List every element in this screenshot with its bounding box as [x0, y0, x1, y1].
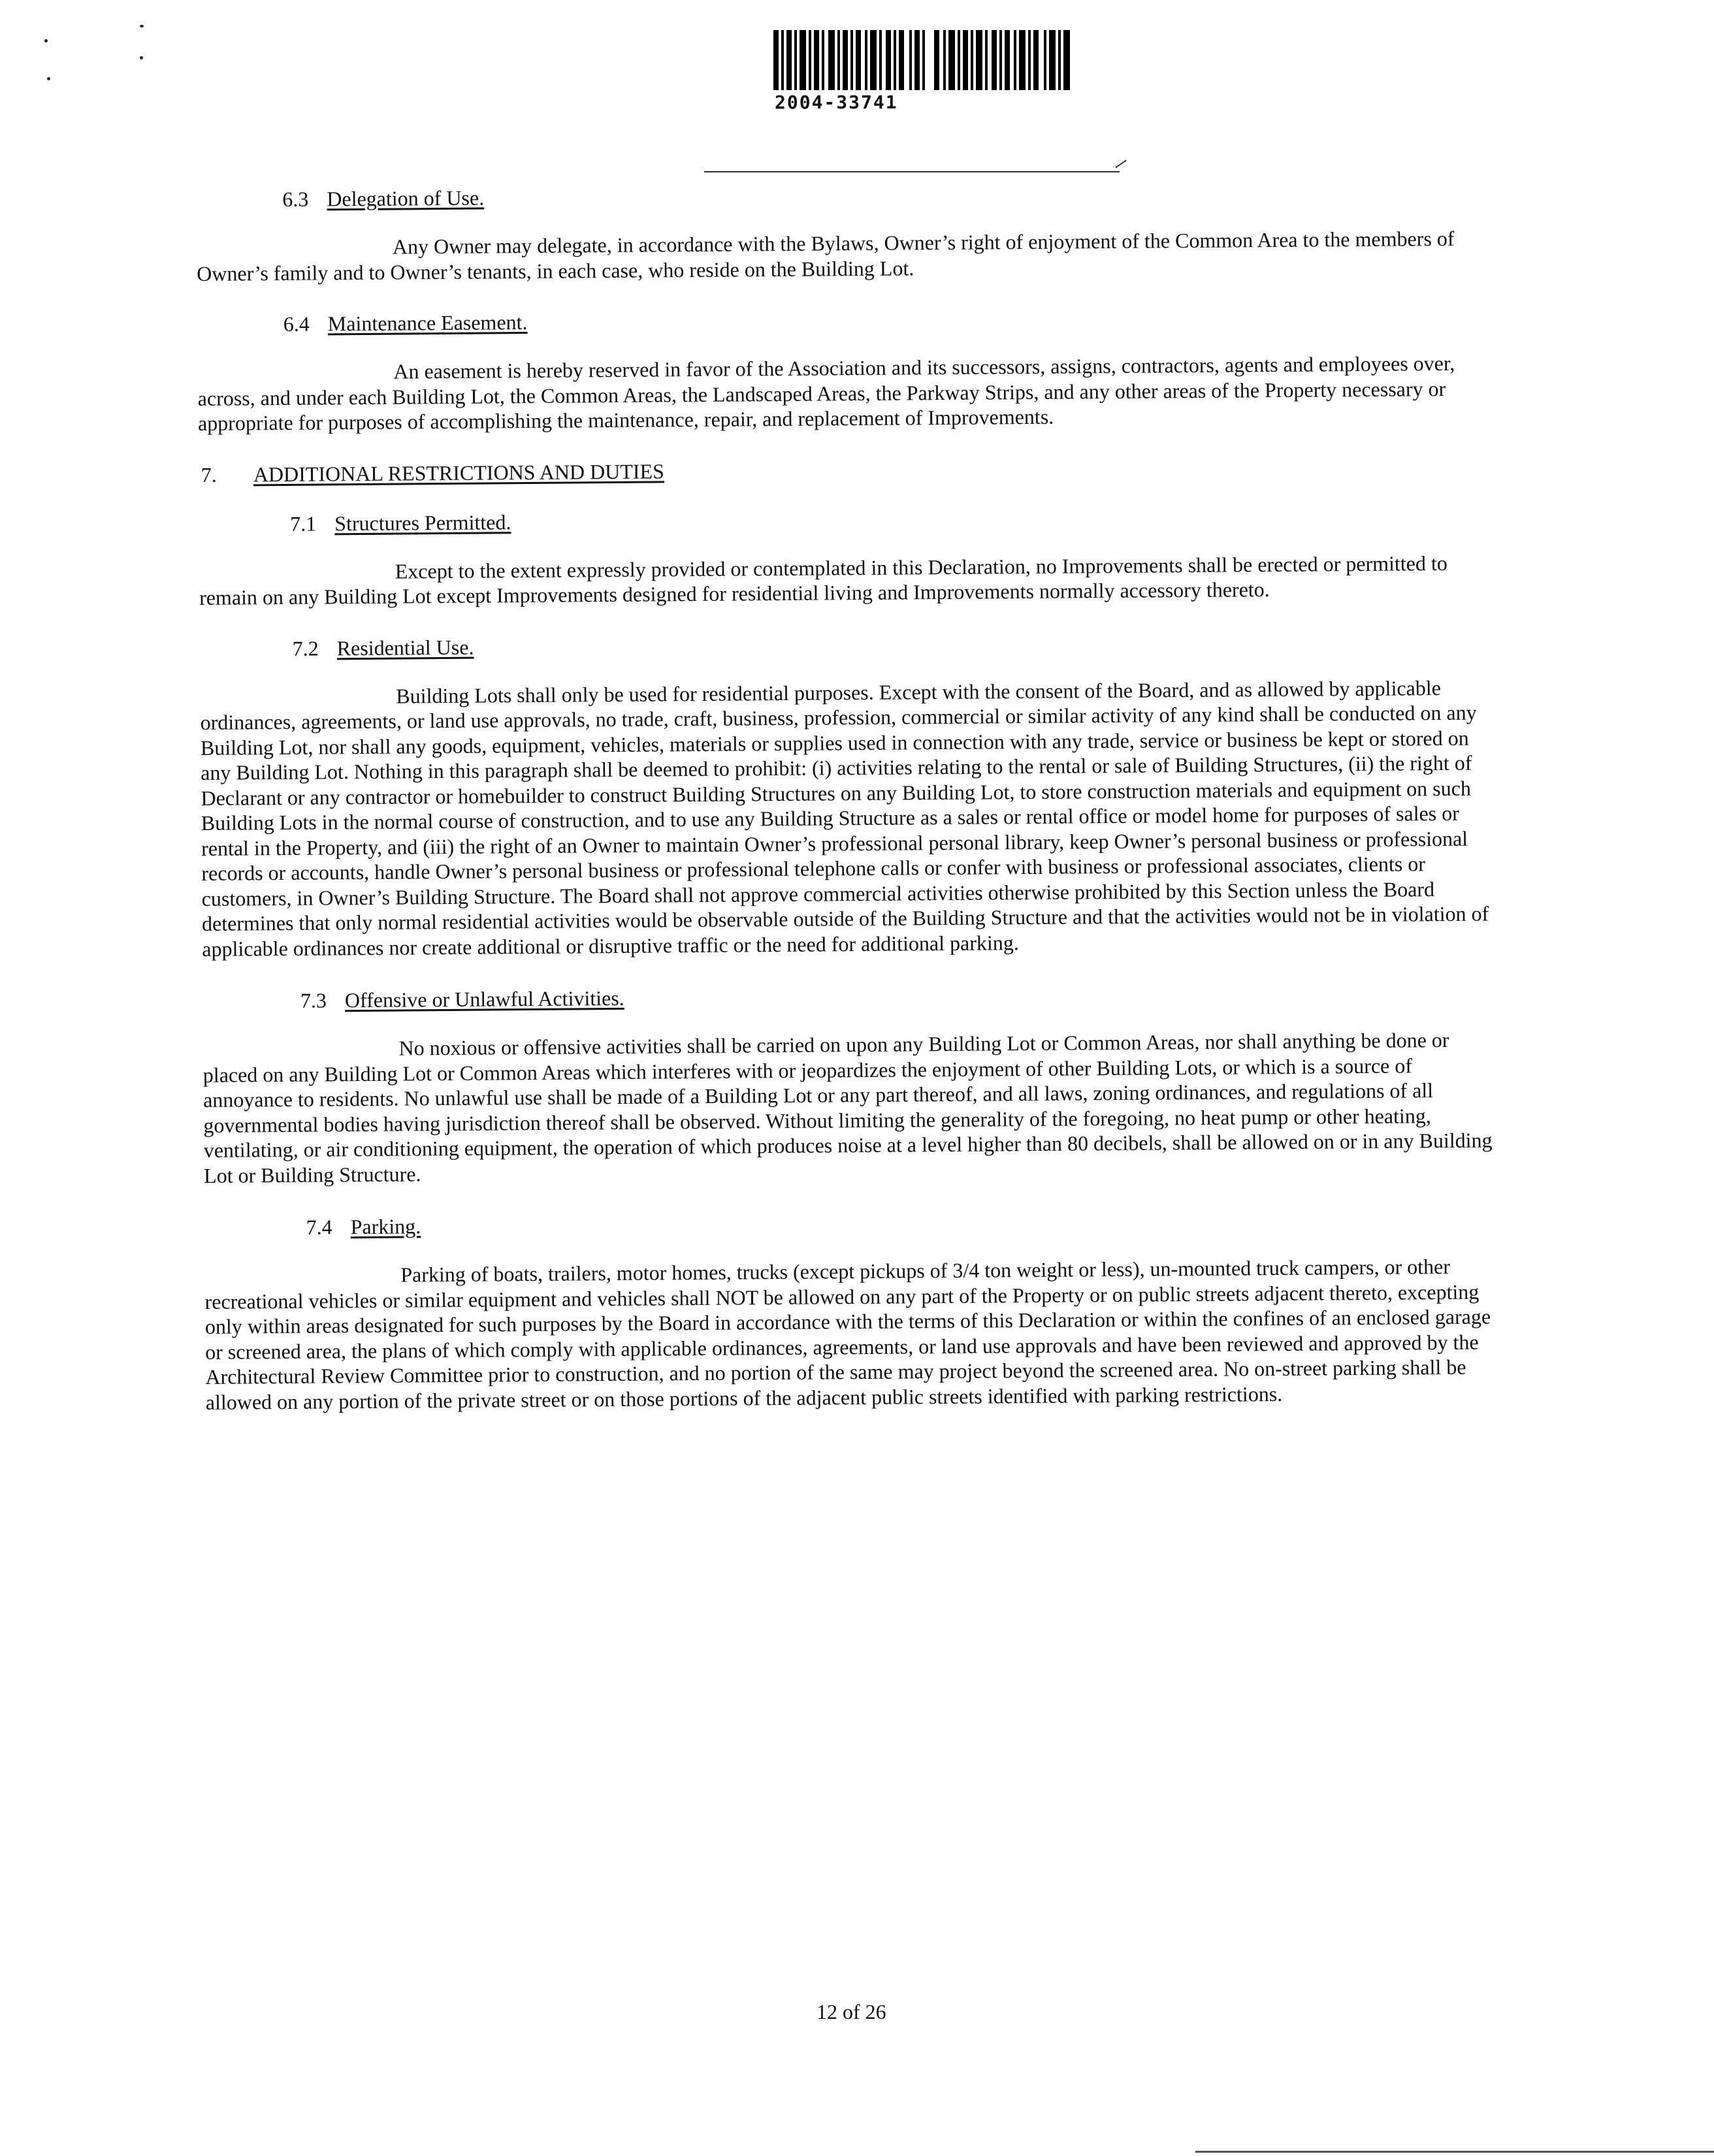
section-body-6-3: [197, 225, 1497, 286]
section-title: Parking.: [350, 1214, 421, 1239]
section-number: 6.4: [283, 312, 310, 336]
section-heading-7-4: [306, 1205, 1504, 1239]
section-text: An easement is hereby reserved in favor of the Association and its successors, assigns, contractors, agents and employees over, across, and under each Building Lot, the Common Areas, the Landscaped Areas, the Parkway Strips, and any other areas of the Property necessary or appropriate for purposes of accomplishing the maintenance, repair, and replacement of Improvements.: [197, 351, 1455, 435]
barcode-icon: [773, 30, 1071, 90]
section-heading-7-3: [300, 978, 1502, 1012]
section-title: Delegation of Use.: [327, 185, 485, 211]
scan-speck: [140, 56, 143, 59]
section-text: Any Owner may delegate, in accordance with the Bylaws, Owner’s right of enjoyment of the Common Area to the members of Owner’s family and to Owner’s tenants, in each case, who reside on the Building Lot.: [197, 226, 1455, 285]
section-text: Parking of boats, trailers, motor homes, trucks (except pickups of 3/4 ton weight or less), un-mounted truck campers, or other recreational vehicles or similar equipment and vehicles shall NOT be allowed on any part of the Property or on public streets adjacent thereto, excepting only within areas designated for such purposes by the Board in accordance with the terms of this Declaration or within the confines of an enclosed garage or screened area, the plans of which comply with applicable ordinances, agreements, or land use approvals and have been reviewed and approved by the Architectural Review Committee prior to construction, and no portion of the same may project beyond the screened area. No on-street parking shall be allowed on any portion of the private street or on those portions of the adjacent public streets identified with parking restrictions.: [204, 1254, 1491, 1414]
scan-edge: [1195, 2151, 1714, 2153]
section-body-6-4: [197, 350, 1498, 436]
section-title: Offensive or Unlawful Activities.: [344, 986, 624, 1012]
recording-number: 2004-33741: [775, 91, 898, 113]
section-number: 7.4: [306, 1215, 332, 1239]
scan-speck: [47, 77, 50, 80]
section-body-7-2: [200, 675, 1502, 961]
recording-barcode: [773, 30, 1074, 113]
section-number: 7.3: [300, 988, 327, 1012]
section-heading-7-2: [293, 626, 1500, 661]
section-title: Structures Permitted.: [334, 509, 511, 535]
section-title: ADDITIONAL RESTRICTIONS AND DUTIES: [253, 459, 664, 486]
section-text: No noxious or offensive activities shall be carried on upon any Building Lot or Common Areas, nor shall anything be done or placed on any Building Lot or Common Areas which interferes with or jeopardizes the enjoyment of other Building Lots, or which is a source of annoyance to residents. No unlawful use shall be made of a Building Lot or any part thereof, and all laws, zoning ordinances, and regulations of all governmental bodies having jurisdiction thereof shall be observed. Without limiting the generality of the foregoing, no heat pump or other heating, ventilating, or air conditioning equipment, the operation of which produces noise at a level higher than 80 decibels, shall be allowed on or in any Building Lot or Building Structure.: [202, 1027, 1493, 1187]
scan-speck: [140, 25, 144, 27]
scan-speck: [44, 39, 48, 42]
section-body-7-3: [202, 1027, 1504, 1188]
section-text: Building Lots shall only be used for residential purposes. Except with the consent of the Board, and as allowed by applicable ordinances, agreements, or land use approvals, no trade, craft, business, profession, commercial or similar activity of any kind shall be conducted on any Building Lot, nor shall any goods, equipment, vehicles, materials or supplies used in connection with any trade, service or business be kept or stored on any Building Lot. Nothing in this paragraph shall be deemed to prohibit: (i) activities relating to the rental or sale of Building Structures, (ii) the right of Declarant or any contractor or homebuilder to construct Building Structures on any Building Lot, to store construction materials and equipment on such Building Lots in the normal course of construction, and to use any Building Structure as a sales or rental office or model home for purposes of sales or rental in the Property, and (iii) the right of an Owner to maintain Owner’s professional personal library, keep Owner’s personal business or professional records or accounts, handle Owner’s personal business or professional telephone calls or confer with business or professional associates, clients or customers, in Owner’s Building Structure. The Board shall not approve commercial activities otherwise prohibited by this Section unless the Board determines that only normal residential activities would be observable outside of the Building Structure and that the activities would not be in violation of applicable ordinances nor create additional or disruptive traffic or the need for additional parking.: [200, 675, 1489, 961]
section-title: Residential Use.: [336, 635, 474, 660]
section-title: Maintenance Easement.: [327, 310, 528, 336]
section-number: 7.1: [290, 511, 317, 536]
section-number: 6.3: [282, 187, 309, 211]
document-body: [196, 163, 1506, 1415]
page-number: 12 of 26: [817, 2000, 886, 2023]
section-heading-6-4: [283, 302, 1497, 336]
section-number: 7.: [201, 462, 217, 487]
section-body-7-4: [204, 1253, 1506, 1415]
section-body-7-1: [199, 550, 1500, 611]
section-heading-7: [201, 452, 1498, 487]
section-number: 7.2: [292, 636, 319, 660]
section-heading-6-3: [282, 177, 1496, 212]
section-heading-7-1: [290, 502, 1498, 536]
section-text: Except to the extent expressly provided or contemplated in this Declaration, no Improvements shall be erected or permitted to remain on any Building Lot except Improvements designed for residential living and Improvements normally accessory thereto.: [199, 551, 1447, 609]
